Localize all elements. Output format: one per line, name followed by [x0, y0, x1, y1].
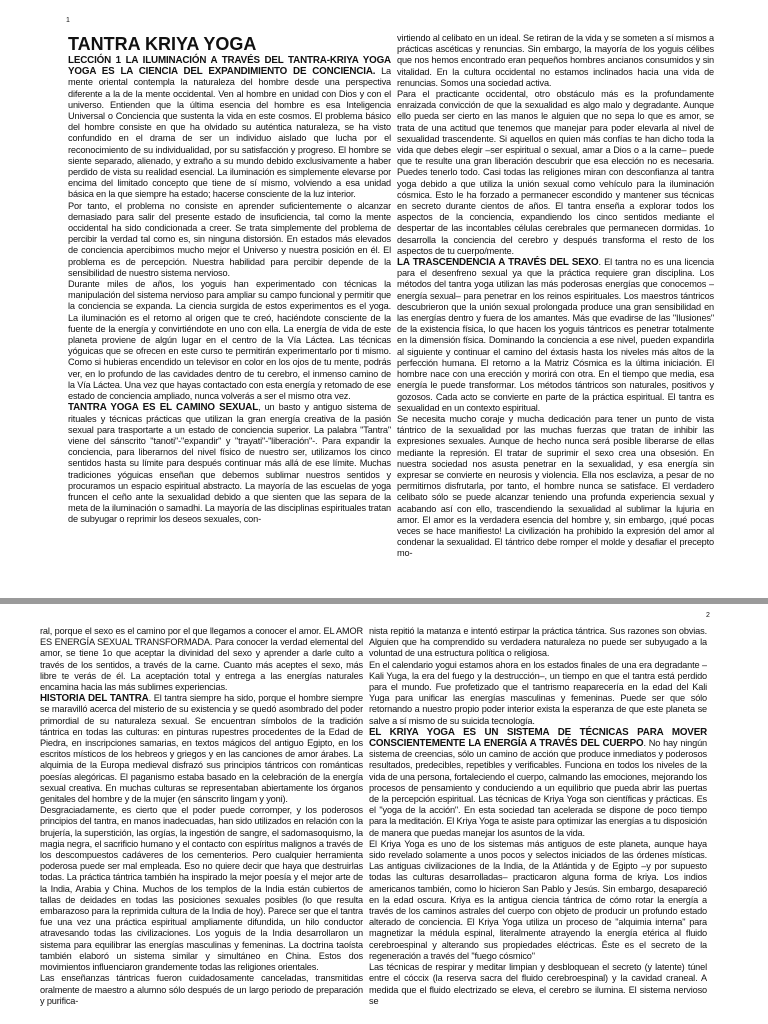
paragraph: El Kriya Yoga es uno de los sistemas más antiguos de este planeta, aunque haya sido revelado solamente a unos pocos y selectos iniciados de las órdenes místicas. Las antiguas civilizaciones de la India, de la Atlántida y de Egipto –y por supuesto todas las culturas desarrolladas– practicaron alguna forma de kriya. Los indios americanos también, como lo hicieron San Pablo y Jesús. Sin embargo, desapareció en la edad oscura. Kriya es la antigua ciencia tántrica de cómo rotar la energía a través de los caminos astrales del cuerpo con objeto de producir un profundo estado alterado de conciencia. El Kriya Yoga utiliza un proceso de "alquimia interna" para magnetizar la médula espinal, literalmente atrayendo la energía etérica al fluido cerebroespinal y alterando sus propiedades eléctricas. Éste es el secreto de la regeneración a través del "fuego cósmico": [369, 838, 707, 961]
paragraph: Se necesita mucho coraje y mucha dedicación para tener un punto de vista tántrico de la sexualidad por las muchas fuerzas que tratan de inhibir las expresiones sexuales. Aunque de hecho nunca será posible liberarse de ellas mediante la represión. El tratar de suprimir el sexo crea una obsesión. En nuestra sociedad nos asusta penetrar en la sexualidad, y esa energía sin expresar se convierte en neurosis y violencia. Ella nos esclaviza, a pesar de no permitirnos disfrutarla, por tanto, el hombre nunca se satisface. El verdadero celibato sólo se puede alcanzar teniendo una profunda experiencia sexual y acabando así con ello, trascendiendo la sexualidad al sublimar la lujuria en amor. El amor es la verdadera esencia del hombre y, sin embargo, ¡qué pocas veces se hace manifiesto! La civilización ha prohibido la expresión del amor al condenar la sexualidad. El tántrico debe romper el molde y desafiar el precepto mo-: [397, 413, 714, 559]
paragraph: , un basto y antiguo sistema de rituales y técnicas prácticas que utilizan la gran energía creativa de la pasión sexual para trasportarte a un estado de conciencia superior. La palabra "Tantra" viene del sánscrito "tanoti"-"expandir" y "trayati"-"liberación"-. Para expandir la conciencia, para liberarnos del nivel físico de nuestro ser, utilizamos los cinco sentidos hasta su límite para después continuar más allá de ese límite. Muchas tradiciones yóguicas enseñan que debemos sublimar nuestros sentidos y procuramos un espacio espiritual abstracto. La mayoría de las escuelas de yoga fruncen el ceño ante la sexualidad debido a que sienten que las separa de la meta de la iluminación o samadhi. La mayoría de las disciplinas espirituales tratan de subyugar o reprimir los deseos sexuales, con-: [68, 402, 391, 525]
paragraph: Desgraciadamente, es cierto que el poder puede corromper, y los poderosos principios del tantra, en manos inadecuadas, han sido utilizados en relación con la brujería, la superstición, las orgías, la ingestión de sangre, el sadomasoquismo, la magia negra, el sacrificio humano y el contacto con espíritus malignos a través de los descompuestos cadáveres de los cementerios. Pero cualquier herramienta poderosa puede ser mal empleada. Eso no quiere decir que haya que destruirlas todas. La práctica tántrica también ha inspirado la mejor poesía y el mejor arte de la India, Arabia y China. Muchos de los templos de la India están cubiertos de tallas de deidades en todas las posiciones sexuales posibles (lo que resulta embarazoso para la reprimida cultura de la India de hoy). Parece ser que el tantra fue una vez una práctica espiritual ampliamente difundida, un hilo conductor atravesando todas las civilizaciones. Los yoguis de la India desarrollaron un sistema para equilibrar las energías masculinas y femeninas. La doctrina taoísta también elaboró un sistema similar y simultáneo en China. Estos dos movimientos influenciaron grandemente todas las religiones orientales.: [40, 805, 363, 973]
page1-left-column: [68, 34, 391, 592]
paragraph: nista repitió la matanza e intentó estirpar la práctica tántrica. Sus razones son obvias. Alguien que ha comprendido su verdadera naturaleza no puede ser subyugado a la voluntad de una estructura política o religiosa.: [369, 626, 707, 659]
paragraph: . No hay ningún sistema de creencias, sólo un camino de acción que produce inmediatos y poderosos resultados, predecibles, repetibles y verificables. Funciona en todos los niveles de la vida de una persona, fortaleciendo el cuerpo, calmando las emociones, mejorando los procesos de pensamiento y conduciendo a un equilibrio que pueda abrir las puertas de la percepción espiritual. Las técnicas de Kriya Yoga son científicas y prácticas. Es el "yoga de la acción". En esta sociedad tan acelerada se dispone de poco tiempo para la meditación. El Kriya Yoga te asiste para optimizar las energías a tu disposición de manera que puedas manejar los asuntos de la vida.: [369, 738, 707, 838]
section-heading: EL KRIYA YOGA ES UN SISTEMA DE TÉCNICAS PARA MOVER CONSCIENTEMENTE LA ENERGÍA A TRAVÉS DEL CUERPO: [369, 726, 707, 750]
paragraph: . El tantra no es una licencia para el desenfreno sexual ya que la práctica requiere gran disciplina. Los métodos del tantra yoga utilizan las más poderosas energías que conocemos –energía sexual– para penetrar en los reinos espirituales. Los maestros tántricos descubrieron que la unión sexual prolongada produce una gran sensibilidad en las energías dentro y fuera de los amantes. Más que evadirse de las "Ilusiones" de la existencia física, lo que hacen los yoguis tántricos es penetrar totalmente en la dimensión física. Dominando la conciencia a ese nivel, pueden expandirla al siguiente y continuar el camino del éxtasis hasta los niveles más altos de la perfección humana. El retorno a la Matriz Cósmica es la última iniciación. El hombre nace con una erección y morirá con otra. En el tiempo que media, esa energía le puede transformar. Los métodos tántricos son naturales, positivos y gozosos. Cada acto se convierte en parte de la práctica espiritual. El tantra es sexualidad en un contexto espiritual.: [397, 257, 714, 413]
paragraph: virtiendo al celibato en un ideal. Se retiran de la vida y se someten a sí mismos a prácticas ascéticas y renuncias. Sin embargo, la mayoría de los yoguis célibes que nos hemos encontrado eran pequeños hombres ancianos consumidos y sin vitalidad. En la cultura occidental no estamos inclinados hacia una vida de renuncias. Somos una sociedad activa.: [397, 33, 714, 88]
paragraph: En el calendario yogui estamos ahora en los estados finales de una era degradante – Kali Yuga, la era del fuego y la destrucción–, un tiempo en que el tantra está perdido para el mundo. Fue profetizado que el tantrismo reaparecería en la edad del Kali Yuga para unificar las energías masculinas y femeninas. Puede ser que sólo retornando a nuestro propio poder interior exista la esperanza de que este planeta se salve a sí mismo de su suicida tecnología.: [369, 659, 707, 726]
section-heading: LA TRASCENDENCIA A TRAVÉS DEL SEXO: [397, 257, 599, 269]
paragraph: Durante miles de años, los yoguis han experimentado con técnicas la manipulación del sistema nervioso para ampliar su campo funcional y permitir que la conciencia se expanda. La ciencia surgida de estos experimentos es el yoga. La iluminación es el retorno al origen que te creó, haciéndote consciente de la fuente de la energía y convirtiéndote en uno con ella. La energía de vida de este planeta proviene de algún lugar en el centro de la Vía Láctea. Las técnicas yóguicas que se ofrecen en este curso te permitirán experimentarlo por ti mismo. Como si hubieras encendido un televisor en color en los ojos de tu mente, podrás ver, en lo profundo de las cavidades dentro de tu cerebro, el inmenso camino de la Vía Láctea. Una vez que hayas contactado con esta energía y retomado de ese estado de conciencia ampliado, nunca volverás a ser el mismo otra vez.: [68, 279, 391, 402]
paragraph: ral, porque el sexo es el camino por el que llegamos a conocer el amor. EL AMOR ES ENERGÍA SEXUAL TRANSFORMADA. Para conocer la verdad elemental del amor, se tiene 1o que aceptar la divinidad del sexo y aprender a darle culto a través de los sentidos, a través de la carne. Cuanto más aceptes el sexo, más libre te verás de él. La aceptación total y entrega a las energías naturales encamina hacia las más sublimes experiencias.: [40, 626, 363, 693]
lesson-heading: LECCIÓN 1 LA ILUMINACIÓN A TRAVÉS DEL TANTRA-KRIYA YOGA YOGA ES LA CIENCIA DEL EXPANDIMIENTO DE CONCIENCIA.: [68, 55, 391, 78]
paragraph: Las enseñanzas tántricas fueron cuidadosamente canceladas, transmitidas oralmente de maestro a alumno sólo después de un largo periodo de preparación y purifica-: [40, 973, 363, 1006]
paragraph: La mente oriental contempla la naturaleza del hombre desde una perspectiva diferente a la de la mente occidental. Ven al hombre en unidad con Dios y con el universo. Entienden que la última esencia del hombre es esa Inteligencia Universal o Conciencia que sustenta la vida en este cosmos. El problema básico del hombre consiste en que ha olvidado su auténtica naturaleza, se ha visto confundido en el drama de ser un individuo aislado que lucha por el reconocimiento de su individualidad, por su satisfacción y progreso. El hombre se siente separado, alienado, y extraño a su mundo debido exclusivamente a haber perdido de vista su realidad esencial. La iluminación es simplemente elevarse por encima del limitado concepto que tiene de sí mismo, volviendo a esa unidad básica en la que siempre ha estado; hacerse consciente de la luz interior.: [68, 66, 391, 200]
section-heading: HISTORIA DEL TANTRA: [40, 693, 149, 705]
page-2: [0, 604, 768, 1024]
paragraph: Las técnicas de respirar y meditar limpian y desbloquean el secreto (y latente) túnel entre el cóccix (la reserva sacra del fluido cerebroespinal) y la cavidad craneal. A medida que el fluido electrizado se eleva, el cerebro se ilumina. El sistema nervioso se: [369, 962, 707, 1006]
page2-left-column: [40, 626, 363, 1024]
document-title: TANTRA KRIYA YOGA: [68, 34, 257, 54]
page-number: 2: [706, 612, 710, 619]
page-number: 1: [66, 17, 70, 24]
section-heading: TANTRA YOGA ES EL CAMINO SEXUAL: [68, 402, 259, 414]
paragraph: Para el practicante occidental, otro obstáculo más es la profundamente enraizada convicción de que la sexualidad es algo malo y degradante. Aunque ello pueda ser cierto en las manos le alguien que no sepa lo que es amor, se trata de una actitud que tenemos que manejar para poder elevarla al nivel de sexualidad trascendente. Si aquellos en quien más confías te han dicho toda la vida que debes elegir –ser espiritual o sexual, amar a Dios o a la carne– puede que te resulte una gran liberación descubrir que esa elección no es necesaria. Puedes tenerlo todo. Casi todas las religiones miran con desconfianza al tantra yoga debido a que utiliza la unión sexual como vehículo para la iluminación cósmica. Esto le ha forzado a permanecer escondido y mantener sus técnicas en secreto durante cientos de años. El tantra enseña a explorar todos los aspectos de la conciencia, expandiendo los cinco sentidos mediante el despertar de las incontables células cerebrales que permanecen dormidas. 1o desarrolla la conciencia del cerebro y después transforma el resto de los aspectos de tu cuerpo/mente.: [397, 89, 714, 256]
page2-right-column: [369, 626, 707, 1024]
paragraph: . El tantra siempre ha sido, porque el hombre siempre se maravilló acerca del misterio de su existencia y se quedó asombrado del poder primordial de su naturaleza sexual. Se encuentran símbolos de la tradición tántrica en todas las culturas: en pinturas rupestres procedentes de la Edad de Piedra, en inscripciones samarias, en textos mágicos del antiguo Egipto, en los escritos místicos de los hebreos y griegos y en las canciones de amor árabes. La alquimia de la Europa medieval disfrazó sus principios tántricos con románticas poesías alegóricas. El paganismo estaba basado en la celebración de la energía sexual creativa. En muchas culturas se representaban abiertamente los órganos genitales del hombre y de la mujer (en sánscrito lingam y yoni).: [40, 693, 363, 805]
page1-right-column: [397, 33, 714, 593]
paragraph: Por tanto, el problema no consiste en aprender suficientemente o alcanzar demasiado para salir del presente estado de insuficiencia, tal como la mente occidental ha sido condicionada a creer. Se trata simplemente del problema de percibir la verdad tal como es, sin ninguna distorsión. En estados más elevados de conciencia apercibimos mucho mejor el Universo y nuestra posición en él. El problema es de percepción. Nuestra habilidad para percibir depende de la sensibilidad de nuestro sistema nervioso.: [68, 200, 391, 278]
